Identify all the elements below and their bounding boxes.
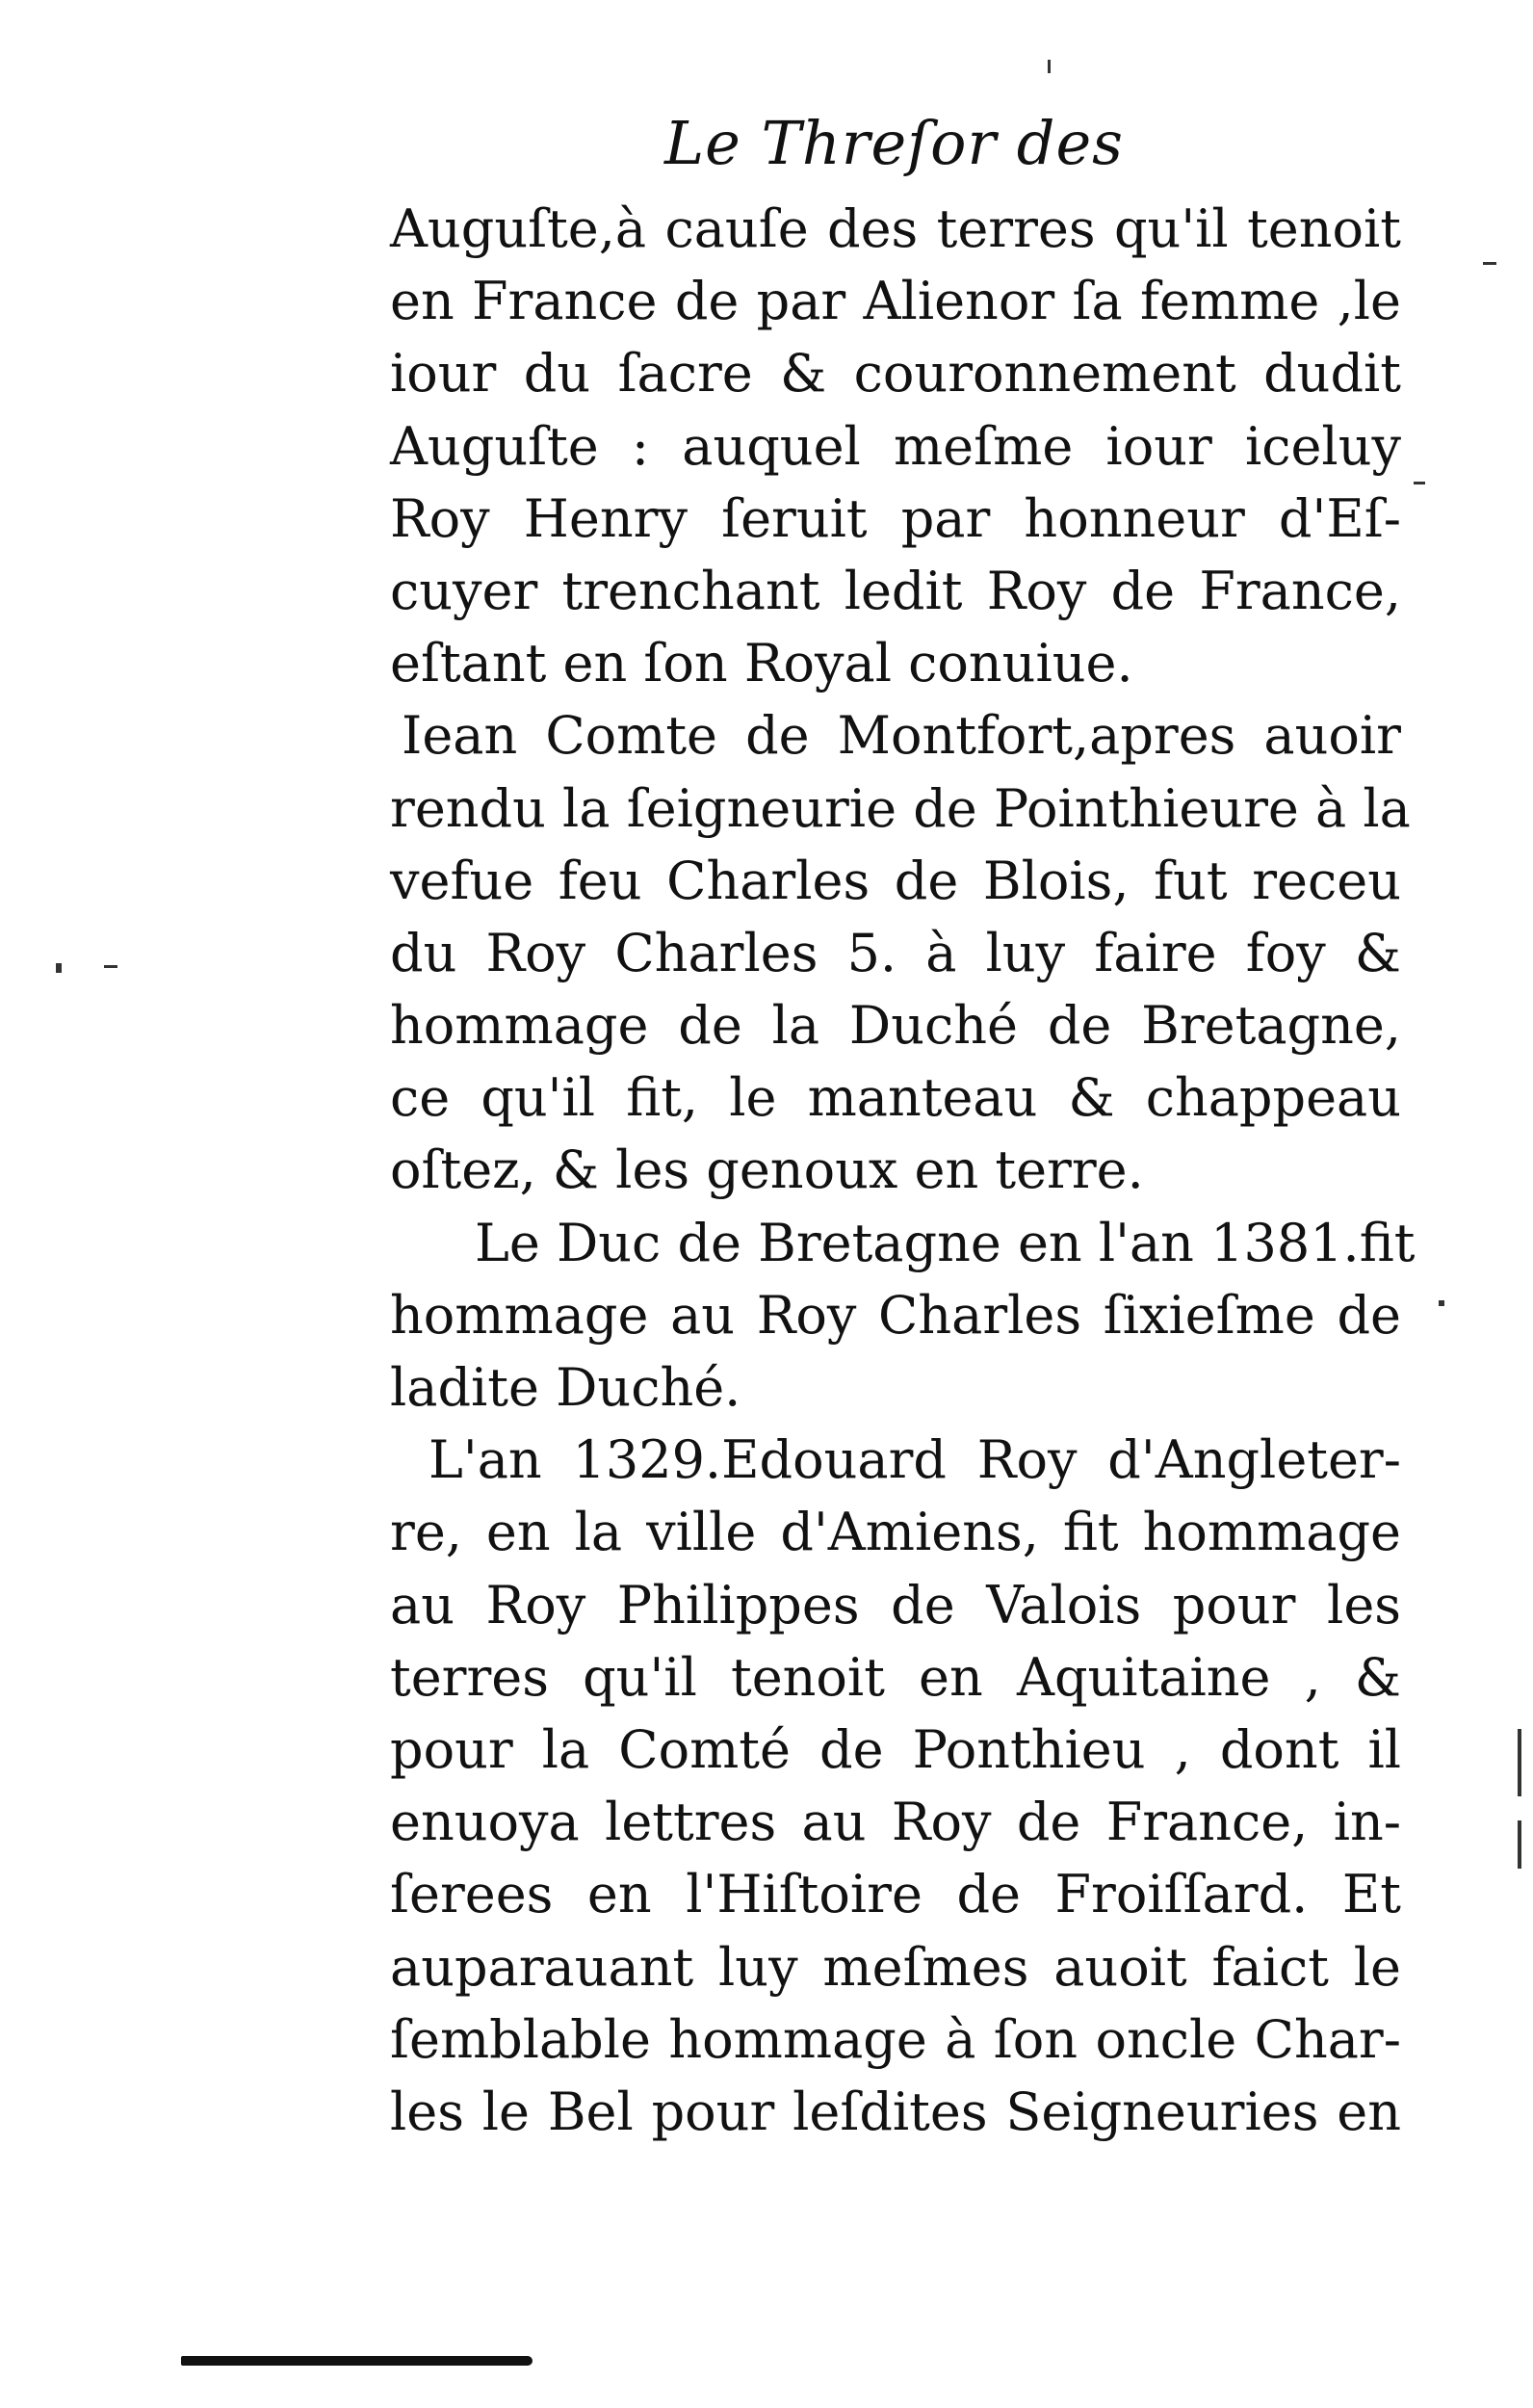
margin-speck <box>1518 1729 1521 1796</box>
text-line: vefue feu Charles de Blois, fut receu <box>390 850 1401 911</box>
text-line: iour du ſacre & couronnement dudit <box>390 343 1401 405</box>
margin-speck <box>1439 1300 1444 1306</box>
margin-speck <box>1483 262 1496 265</box>
text-line: en France de par Alienor ſa femme ,le <box>390 271 1401 332</box>
margin-speck <box>1518 1820 1521 1869</box>
margin-speck <box>1048 60 1051 73</box>
bottom-rule <box>181 2356 533 2366</box>
paragraph-start-line: L'an 1329.Edouard Roy d'Angleter- <box>429 1429 1401 1491</box>
text-line: terres qu'il tenoit en Aquitaine , & <box>390 1646 1401 1708</box>
paragraph-start-line: Le Duc de Bretagne en l'an 1381.fit <box>475 1212 1416 1273</box>
text-line: ce qu'il fit, le manteau & chappeau <box>390 1067 1401 1129</box>
text-line: pour la Comté de Ponthieu , dont il <box>390 1718 1401 1780</box>
text-line: ſerees en l'Hiſtoire de Froiſſard. Et <box>390 1864 1401 1925</box>
text-line: les le Bel pour leſdites Seigneuries en <box>390 2081 1401 2142</box>
text-line: ladite Duché. <box>390 1357 741 1418</box>
body-text <box>390 193 1416 2148</box>
text-line: cuyer trenchant ledit Roy de France, <box>390 560 1401 621</box>
text-line: hommage de la Duché de Bretagne, <box>390 995 1401 1057</box>
text-line: ſemblable hommage à ſon oncle Char- <box>390 2008 1401 2070</box>
paragraph-start-line: Iean Comte de Montfort,apres auoir <box>402 705 1401 767</box>
text-line: Auguſte,à cauſe des terres qu'il tenoit <box>390 198 1401 259</box>
text-line: du Roy Charles 5. à luy faire foy & <box>390 922 1401 983</box>
text-line: auparauant luy meſmes auoit faict le <box>390 1936 1401 1998</box>
text-line: rendu la ſeigneurie de Pointhieure à la <box>390 777 1411 839</box>
text-line: enuoya lettres au Roy de France, in- <box>390 1792 1401 1853</box>
margin-speck <box>1414 482 1425 484</box>
text-line: au Roy Philippes de Valois pour les <box>390 1574 1401 1636</box>
text-line: Roy Henry ſeruit par honneur d'Eſ- <box>390 487 1401 549</box>
text-line: Auguſte : auquel meſme iour iceluy <box>390 415 1401 477</box>
text-line: re, en la ville d'Amiens, fit hommage <box>390 1502 1401 1563</box>
margin-speck <box>56 963 62 973</box>
text-line: oſtez, & les genoux en terre. <box>390 1139 1144 1201</box>
text-line: eſtant en ſon Royal conuiue. <box>390 633 1133 694</box>
running-head: Le Threſor des <box>664 108 1125 178</box>
margin-speck <box>104 965 117 968</box>
text-line: hommage au Roy Charles ſixieſme de <box>390 1284 1401 1346</box>
